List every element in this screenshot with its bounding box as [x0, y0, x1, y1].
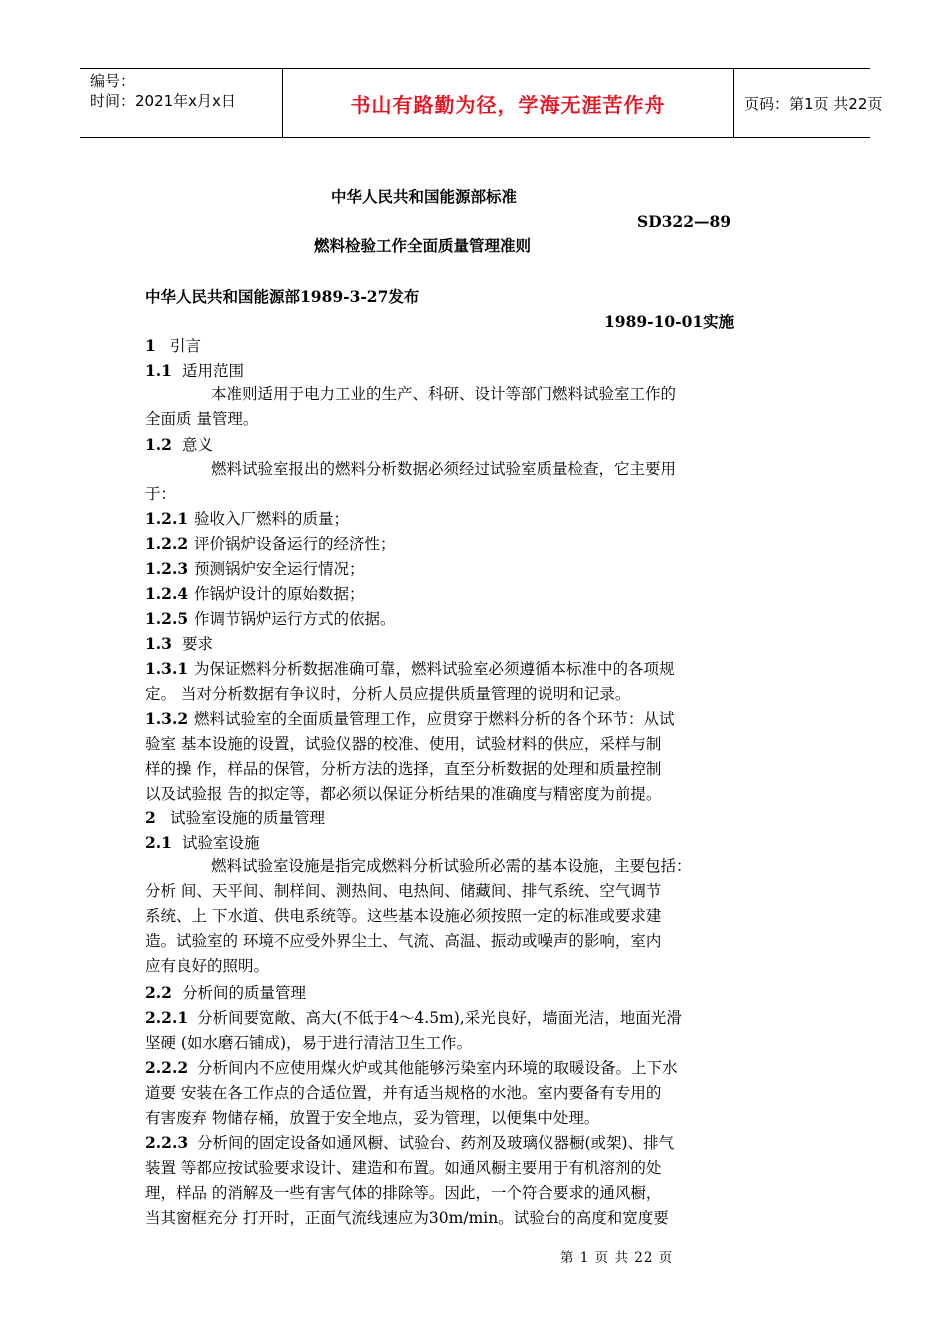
paragraph-1-2	[145, 457, 720, 507]
section-number: 2	[145, 808, 156, 827]
section-number: 1.3	[145, 634, 172, 653]
text-content: 分析间的固定设备如通风橱、试验台、药剂及玻璃仪器橱(或架)、排气	[197, 1134, 675, 1152]
item-number: 1.3.2	[145, 709, 189, 728]
item-text: 作锅炉设计的原始数据；	[194, 585, 365, 603]
paragraph-2-2-1	[145, 1005, 720, 1056]
section-2-heading	[145, 808, 325, 828]
text-line: 以及试验报 告的拟定等，都必须以保证分析结果的准确度与精密度为前提。	[145, 785, 662, 803]
section-1-1-heading	[145, 361, 244, 381]
text-content: 分析间内不应使用煤火炉或其他能够污染室内环境的取暖设备。上下水	[197, 1059, 678, 1077]
item-text: 验收入厂燃料的质量；	[194, 510, 350, 528]
text-line: 有害废弃 物储存桶，放置于安全地点，妥为管理，以便集中处理。	[145, 1109, 600, 1127]
text-line: 于：	[145, 485, 177, 503]
page-footer: 第 1 页 共 22 页	[560, 1250, 674, 1266]
text-line: 装置 等都应按试验要求设计、建造和布置。如通风橱主要用于有机溶剂的处	[145, 1159, 662, 1177]
text-line: 道要 安装在各工作点的合适位置，并有适当规格的水池。室内要备有专用的	[145, 1084, 662, 1102]
text-line	[145, 1005, 720, 1031]
text-content: 分析间要宽敞、高大(不低于4～4.5m),采光良好，墙面光洁，地面光滑	[197, 1009, 682, 1027]
header-motto-cell	[282, 69, 734, 137]
text-line: 样的操 作，样品的保管，分析方法的选择，直至分析数据的处理和质量控制	[145, 760, 662, 778]
item-1-2-3	[145, 559, 365, 579]
text-line: 本准则适用于电力工业的生产、科研、设计等部门燃料试验室工作的	[211, 385, 677, 403]
org-title: 中华人民共和国能源部标准	[331, 187, 518, 206]
section-title: 要求	[182, 635, 214, 653]
text-line: 分析 间、天平间、制样间、测热间、电热间、储藏间、排气系统、空气调节	[145, 882, 662, 900]
text-line	[145, 706, 720, 732]
text-line	[145, 656, 720, 682]
item-number: 2.2.2	[145, 1058, 189, 1077]
text-line	[145, 1055, 720, 1081]
page-info: 页码：第1页 共22页	[744, 95, 883, 113]
item-number: 1.2.4	[145, 584, 189, 603]
paragraph-1-3-2	[145, 706, 720, 807]
paragraph-1-3-1	[145, 656, 720, 707]
text-line: 燃料试验室报出的燃料分析数据必须经过试验室质量检查，它主要用	[211, 460, 677, 478]
item-text: 预测锅炉安全运行情况；	[194, 560, 365, 578]
item-number: 1.2.5	[145, 609, 189, 628]
text-line: 当其窗框充分 打开时，正面气流线速应为30m/min。试验台的高度和宽度要	[145, 1209, 669, 1227]
section-number: 2.1	[145, 833, 172, 852]
effective-line: 1989-10-01实施	[604, 312, 735, 331]
section-title: 意义	[182, 436, 214, 454]
text-line: 全面质 量管理。	[145, 410, 259, 428]
motto: 书山有路勤为径，学海无涯苦作舟	[350, 93, 666, 117]
item-text: 评价锅炉设备运行的经济性；	[194, 535, 396, 553]
section-number: 1.1	[145, 361, 172, 380]
text-content: 燃料试验室的全面质量管理工作，应贯穿于燃料分析的各个环节：从试	[194, 710, 675, 728]
item-1-2-1	[145, 509, 349, 529]
section-title: 试验室设施	[182, 834, 260, 852]
section-2-1-heading	[145, 833, 260, 853]
header-page-info	[734, 69, 883, 137]
item-number: 2.2.3	[145, 1133, 189, 1152]
section-number: 1	[145, 336, 156, 355]
section-2-2-heading	[145, 983, 306, 1003]
item-1-2-4	[145, 584, 365, 604]
text-line	[145, 1130, 720, 1156]
standard-number: SD322—89	[637, 212, 732, 231]
date-label: 时间：2021年x月x日	[90, 92, 236, 110]
section-number: 2.2	[145, 983, 172, 1002]
text-line: 燃料试验室设施是指完成燃料分析试验所必需的基本设施，主要包括：	[211, 857, 692, 875]
paragraph-2-2-3	[145, 1130, 720, 1231]
paragraph-1-1	[145, 382, 720, 432]
item-number: 1.2.2	[145, 534, 189, 553]
text-line: 坚硬 (如水磨石铺成)，易于进行清洁卫生工作。	[145, 1034, 473, 1052]
section-1-3-heading	[145, 634, 213, 654]
text-content: 为保证燃料分析数据准确可靠，燃料试验室必须遵循本标准中的各项规	[194, 660, 675, 678]
code-label: 编号：	[90, 72, 136, 90]
section-title: 引言	[170, 337, 202, 355]
text-line: 理，样品 的消解及一些有害气体的排除等。因此，一个符合要求的通风橱，	[145, 1184, 662, 1202]
section-1-2-heading	[145, 435, 213, 455]
item-number: 1.2.3	[145, 559, 189, 578]
item-1-2-5	[145, 609, 396, 629]
page-header	[80, 68, 883, 138]
header-meta	[80, 69, 282, 137]
section-1-heading	[145, 336, 201, 356]
text-line: 造。试验室的 环境不应受外界尘土、气流、高温、振动或噪声的影响，室内	[145, 932, 662, 950]
section-number: 1.2	[145, 435, 172, 454]
item-text: 作调节锅炉运行方式的依据。	[194, 610, 396, 628]
item-number: 2.2.1	[145, 1008, 189, 1027]
item-1-2-2	[145, 534, 396, 554]
issued-line: 中华人民共和国能源部1989-3-27发布	[145, 287, 420, 306]
paragraph-2-1	[145, 854, 720, 979]
section-title: 试验室设施的质量管理	[170, 809, 326, 827]
document-title: 燃料检验工作全面质量管理准则	[314, 236, 532, 255]
text-line: 应有良好的照明。	[145, 957, 270, 975]
section-title: 适用范围	[182, 362, 245, 380]
text-line: 验室 基本设施的设置，试验仪器的校准、使用，试验材料的供应，采样与制	[145, 735, 662, 753]
section-title: 分析间的质量管理	[182, 984, 307, 1002]
item-number: 1.2.1	[145, 509, 189, 528]
item-number: 1.3.1	[145, 659, 189, 678]
text-line: 定。 当对分析数据有争议时，分析人员应提供质量管理的说明和记录。	[145, 685, 631, 703]
paragraph-2-2-2	[145, 1055, 720, 1131]
text-line: 系统、上 下水道、供电系统等。这些基本设施必须按照一定的标准或要求建	[145, 907, 662, 925]
